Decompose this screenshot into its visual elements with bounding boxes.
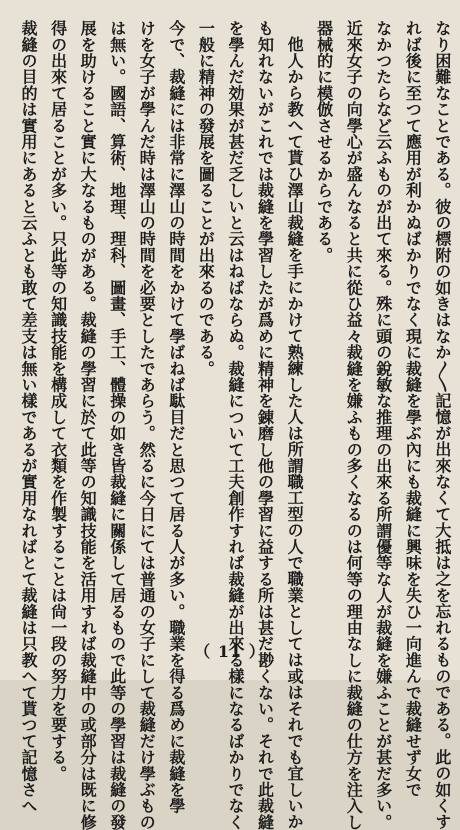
text-column-7: も知れないがこれでは裁縫を學習したが爲めに精神を錬磨し他の學習に益する所は甚だ尠くない。それで此裁縫 [255,20,275,830]
text-column-5: 器械的に模倣させるからである。 [314,20,334,263]
text-column-15: 裁縫の目的は實用にあると云ふとも敢て差支は無い樣であるが實用なればとて裁縫は只教へて貰つて記憶さへ [19,20,38,814]
text-column-14: 得の出來て居ることが多い。只此等の知識技能を構成して衣類を作製することは尙一段の努力を要する。 [48,20,68,782]
text-column-8: を學んだ効果が甚だ乏しいと云はねばならぬ。裁縫について工夫創作すれば裁縫が出來る樣になるばかりでなく [225,20,245,830]
text-column-6: 他人から教へて貰ひ澤山裁縫を手にかけて熟練した人は所謂職工型の人で職業としては或はそれでも宜しいか [285,36,305,830]
text-column-9: 一般に精神の發展を圖ることが出來るのである。 [196,20,216,377]
text-column-4: 近來女子の向學心が盛んなると共に從ひ益々裁縫を嫌ふもの多くなるのは何等の理由なしに裁縫の仕方を注入し [344,20,364,830]
text-column-3: なかつたらなど云ふものが出て來る。殊に頭の銳敏な推理の出來る所謂優等な人が裁縫を嫌ふことが甚だ多い。 [373,20,393,830]
page-number: （ 11 ） [194,642,266,661]
text-column-12: は無い。國語、算術、地理、理科、圖畫、手工、體操の如き皆裁縫に關係して居るもので此等の學習は裁縫の發 [107,20,127,830]
text-column-13: 展を助けること實に大なるものがある。裁縫の學習に於て此等の知識技能を活用すれば裁縫中の或部分は既に修 [78,20,98,830]
text-column-2: れば後に至つて應用が利かぬばかりでなく現に裁縫を學ぶ內にも裁縫に興味を失ひ一向進んで裁縫せず女で [403,20,423,798]
text-column-1: なり困難なことである。彼の標附の如きはなか〳〵記憶が出來なくて大抵は之を忘れるものである。此の如くす [432,20,452,830]
text-column-11: けを女子が學んだ時は澤山の時間を必要としたであらう。然るに今日にては普通の女子にして裁縫だけ學ぶもの [137,20,157,830]
text-column-10: 今で、裁縫には非常に澤山の時間をかけて學ばねば駄目だと思つて居る人が多い。職業を得る爲めに裁縫を學 [166,20,186,814]
